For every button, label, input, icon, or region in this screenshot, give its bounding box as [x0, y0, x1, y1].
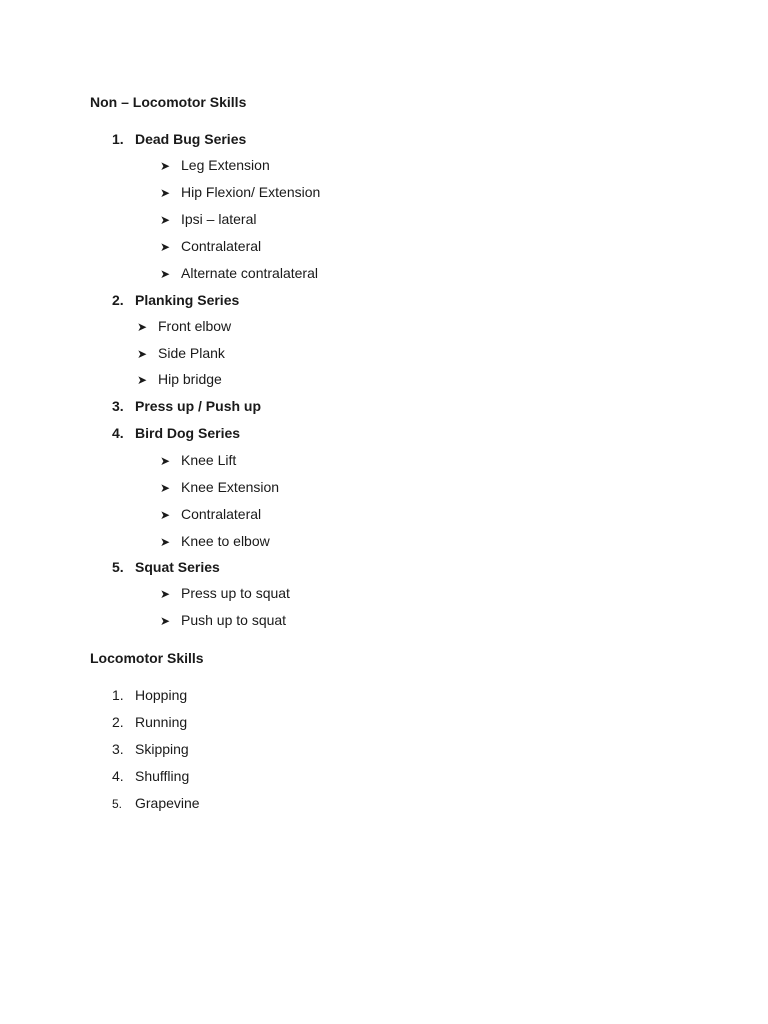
list-item-label: Running: [135, 714, 188, 730]
section-heading-non-locomotor: Non – Locomotor Skills: [90, 94, 247, 110]
list-number: 4.: [112, 768, 124, 784]
list-item-planking-series: [112, 291, 239, 309]
list-number: 5.: [112, 559, 124, 575]
list-item-grapevine: [112, 794, 200, 812]
arrowhead-bullet-icon: ➤: [160, 454, 171, 468]
list-item-dead-bug-series: [112, 130, 246, 148]
arrowhead-bullet-icon: ➤: [160, 587, 171, 601]
arrowhead-bullet-icon: ➤: [160, 481, 171, 495]
list-number: 4.: [112, 425, 124, 441]
list-item-shuffling: [112, 767, 189, 785]
sub-list-item-label: Contralateral: [181, 238, 262, 254]
sub-list-item: [160, 237, 261, 255]
sub-list-item: [137, 344, 225, 362]
list-number: 2.: [112, 292, 124, 308]
list-item-label: Skipping: [135, 741, 189, 757]
list-item-label: Planking Series: [135, 292, 240, 308]
list-number: 1.: [112, 687, 124, 703]
arrowhead-bullet-icon: ➤: [160, 508, 171, 522]
sub-list-item-label: Alternate contralateral: [181, 265, 318, 281]
sub-list-item: [160, 532, 270, 550]
list-number: 1.: [112, 131, 124, 147]
sub-list-item: [160, 478, 279, 496]
list-item-label: Dead Bug Series: [135, 131, 247, 147]
sub-list-item-label: Leg Extension: [181, 157, 270, 173]
arrowhead-bullet-icon: ➤: [160, 213, 171, 227]
list-item-label: Squat Series: [135, 559, 220, 575]
arrowhead-bullet-icon: ➤: [160, 267, 171, 281]
sub-list-item: [160, 505, 261, 523]
section-heading-locomotor: Locomotor Skills: [90, 650, 204, 666]
sub-list-item-label: Knee to elbow: [181, 533, 270, 549]
list-item-label: Shuffling: [135, 768, 190, 784]
list-number: 5.: [112, 797, 123, 811]
list-number: 2.: [112, 714, 124, 730]
sub-list-item-label: Hip bridge: [158, 371, 222, 387]
sub-list-item-label: Ipsi – lateral: [181, 211, 257, 227]
list-item-bird-dog-series: [112, 424, 240, 442]
sub-list-item: [160, 451, 236, 469]
list-item-label: Bird Dog Series: [135, 425, 241, 441]
list-item-running: [112, 713, 187, 731]
arrowhead-bullet-icon: ➤: [160, 159, 171, 173]
list-item-label: Hopping: [135, 687, 188, 703]
arrowhead-bullet-icon: ➤: [160, 186, 171, 200]
list-item-label: Grapevine: [135, 795, 200, 811]
list-number: 3.: [112, 398, 124, 414]
arrowhead-bullet-icon: ➤: [160, 240, 171, 254]
sub-list-item: [160, 611, 286, 629]
arrowhead-bullet-icon: ➤: [160, 535, 171, 549]
sub-list-item: [160, 156, 270, 174]
sub-list-item-label: Contralateral: [181, 506, 262, 522]
sub-list-item: [160, 183, 320, 201]
sub-list-item-label: Hip Flexion/ Extension: [181, 184, 321, 200]
list-item-squat-series: [112, 558, 220, 576]
list-item-hopping: [112, 686, 187, 704]
sub-list-item-label: Knee Lift: [181, 452, 237, 468]
arrowhead-bullet-icon: ➤: [137, 320, 148, 334]
list-item-press-up-push-up: [112, 397, 261, 415]
arrowhead-bullet-icon: ➤: [137, 373, 148, 387]
list-item-skipping: [112, 740, 189, 758]
sub-list-item-label: Push up to squat: [181, 612, 287, 628]
list-number: 3.: [112, 741, 124, 757]
sub-list-item-label: Knee Extension: [181, 479, 280, 495]
sub-list-item-label: Front elbow: [158, 318, 232, 334]
sub-list-item-label: Side Plank: [158, 345, 225, 361]
sub-list-item: [160, 210, 256, 228]
sub-list-item-label: Press up to squat: [181, 585, 290, 601]
arrowhead-bullet-icon: ➤: [160, 614, 171, 628]
list-item-label: Press up / Push up: [135, 398, 262, 414]
arrowhead-bullet-icon: ➤: [137, 347, 148, 361]
sub-list-item: [160, 264, 318, 282]
sub-list-item: [137, 370, 222, 388]
sub-list-item: [137, 317, 231, 335]
sub-list-item: [160, 584, 290, 602]
